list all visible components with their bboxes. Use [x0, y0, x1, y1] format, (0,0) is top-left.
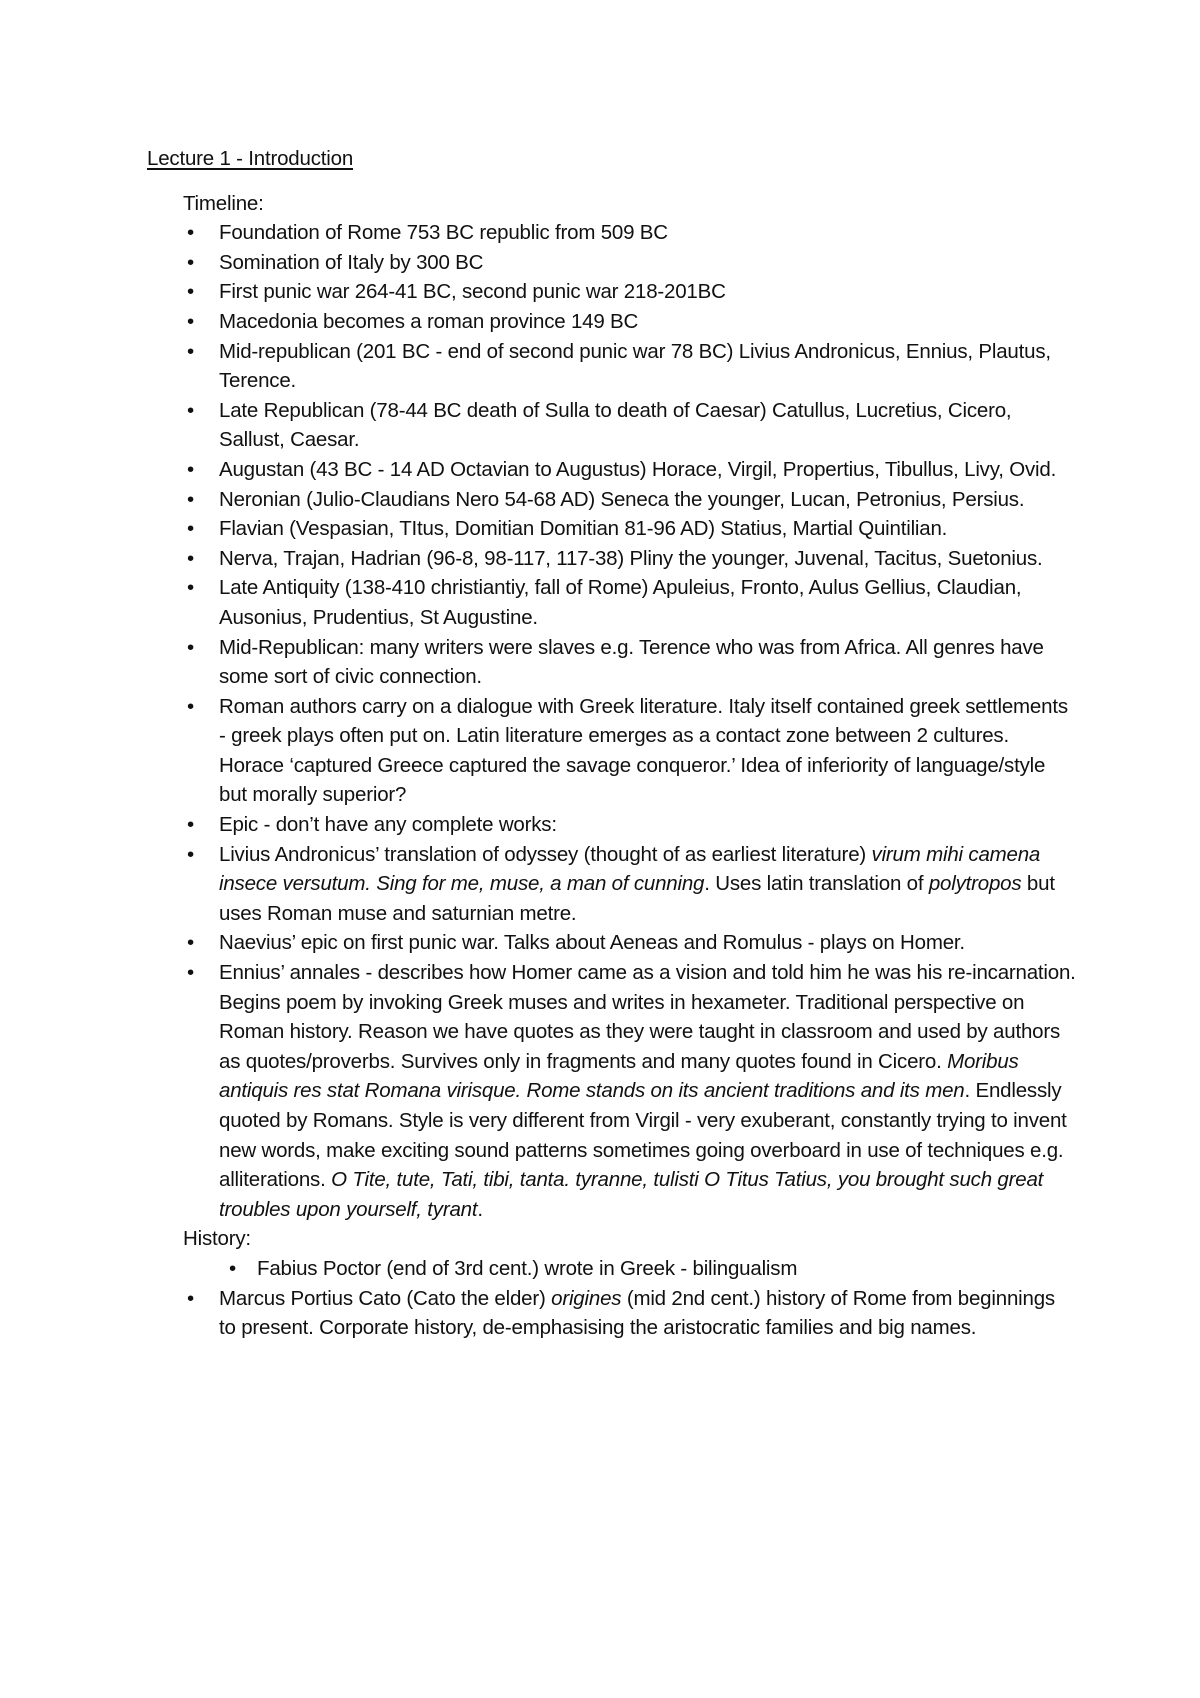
history-label: History: [183, 1227, 251, 1251]
history-list [147, 1254, 1077, 1343]
italic-quote: Moribus antiquis res stat Romana virisque. Rome stands on its ancient traditions and its men [219, 1049, 1019, 1103]
timeline-item: • Augustan (43 BC - 14 AD Octavian to Augustus) Horace, Virgil, Propertius, Tibullus, Livy, Ovid. [147, 455, 1077, 485]
timeline-item: • Mid-Republican: many writers were slaves e.g. Terence who was from Africa. All genres have some sort of civic connection. [147, 633, 1077, 692]
timeline-item: • Roman authors carry on a dialogue with Greek literature. Italy itself contained greek settlements - greek plays often put on. Latin literature emerges as a contact zone between 2 cultures. Horace ‘captured Greece captured the savage conqueror.’ Idea of inferiority of language/style but morally superior? [147, 692, 1077, 810]
timeline-item: • Livius Andronicus’ translation of odyssey (thought of as earliest literature) virum mihi camena insece versutum. Sing for me, muse, a man of cunning. Uses latin translation of polytropos but uses Roman muse and saturnian metre. [147, 840, 1077, 929]
timeline-item: • Epic - don’t have any complete works: [147, 810, 1077, 840]
timeline-item: • Mid-republican (201 BC - end of second punic war 78 BC) Livius Andronicus, Ennius, Plautus, Terence. [147, 337, 1077, 396]
timeline-item: • Naevius’ epic on first punic war. Talks about Aeneas and Romulus - plays on Homer. [147, 928, 1077, 958]
timeline-item: • Ennius’ annales - describes how Homer came as a vision and told him he was his re-incarnation. Begins poem by invoking Greek muses and writes in hexameter. Traditional perspective on Roman history. Reason we have quotes as they were taught in classroom and used by authors as quotes/proverbs. Survives only in fragments and many quotes found in Cicero. Moribus antiquis res stat Romana virisque. Rome stands on its ancient traditions and its men. Endlessly quoted by Romans. Style is very different from Virgil - very exuberant, constantly trying to invent new words, make exciting sound patterns sometimes going overboard in use of techniques e.g. alliterations. O Tite, tute, Tati, tibi, tanta. tyranne, tulisti O Titus Tatius, you brought such great troubles upon yourself, tyrant. [147, 958, 1077, 1224]
italic-quote: origines [551, 1286, 622, 1310]
timeline-item: • First punic war 264-41 BC, second punic war 218-201BC [147, 277, 1077, 307]
timeline-item: • Foundation of Rome 753 BC republic from 509 BC [147, 218, 1077, 248]
timeline-item: • Neronian (Julio-Claudians Nero 54-68 AD) Seneca the younger, Lucan, Petronius, Persius. [147, 485, 1077, 515]
timeline-label: Timeline: [183, 191, 264, 215]
history-item: • Marcus Portius Cato (Cato the elder) origines (mid 2nd cent.) history of Rome from beginnings to present. Corporate history, de-emphasising the aristocratic families and big names. [147, 1284, 1077, 1343]
timeline-item: • Somination of Italy by 300 BC [147, 248, 1077, 278]
timeline-item: • Macedonia becomes a roman province 149 BC [147, 307, 1077, 337]
timeline-item: • Nerva, Trajan, Hadrian (96-8, 98-117, 117-38) Pliny the younger, Juvenal, Tacitus, Suetonius. [147, 544, 1077, 574]
timeline-item: • Late Republican (78-44 BC death of Sulla to death of Caesar) Catullus, Lucretius, Cicero, Sallust, Caesar. [147, 396, 1077, 455]
italic-quote: O Tite, tute, Tati, tibi, tanta. tyranne, tulisti O Titus Tatius, you brought such great troubles upon yourself, tyrant [219, 1168, 1044, 1221]
timeline-item: • Flavian (Vespasian, TItus, Domitian Domitian 81-96 AD) Statius, Martial Quintilian. [147, 514, 1077, 544]
timeline-item: • Late Antiquity (138-410 christiantiy, fall of Rome) Apuleius, Fronto, Aulus Gellius, Claudian, Ausonius, Prudentius, St Augustine. [147, 573, 1077, 632]
italic-quote: virum mihi camena insece versutum. Sing for me, muse, a man of cunning [219, 842, 1041, 896]
italic-quote: polytropos [928, 872, 1022, 896]
lecture-title: Lecture 1 - Introduction [147, 147, 354, 170]
history-item: • Fabius Poctor (end of 3rd cent.) wrote in Greek - bilingualism [147, 1254, 1077, 1284]
timeline-list [147, 218, 1077, 1224]
document-body [147, 144, 1077, 1343]
